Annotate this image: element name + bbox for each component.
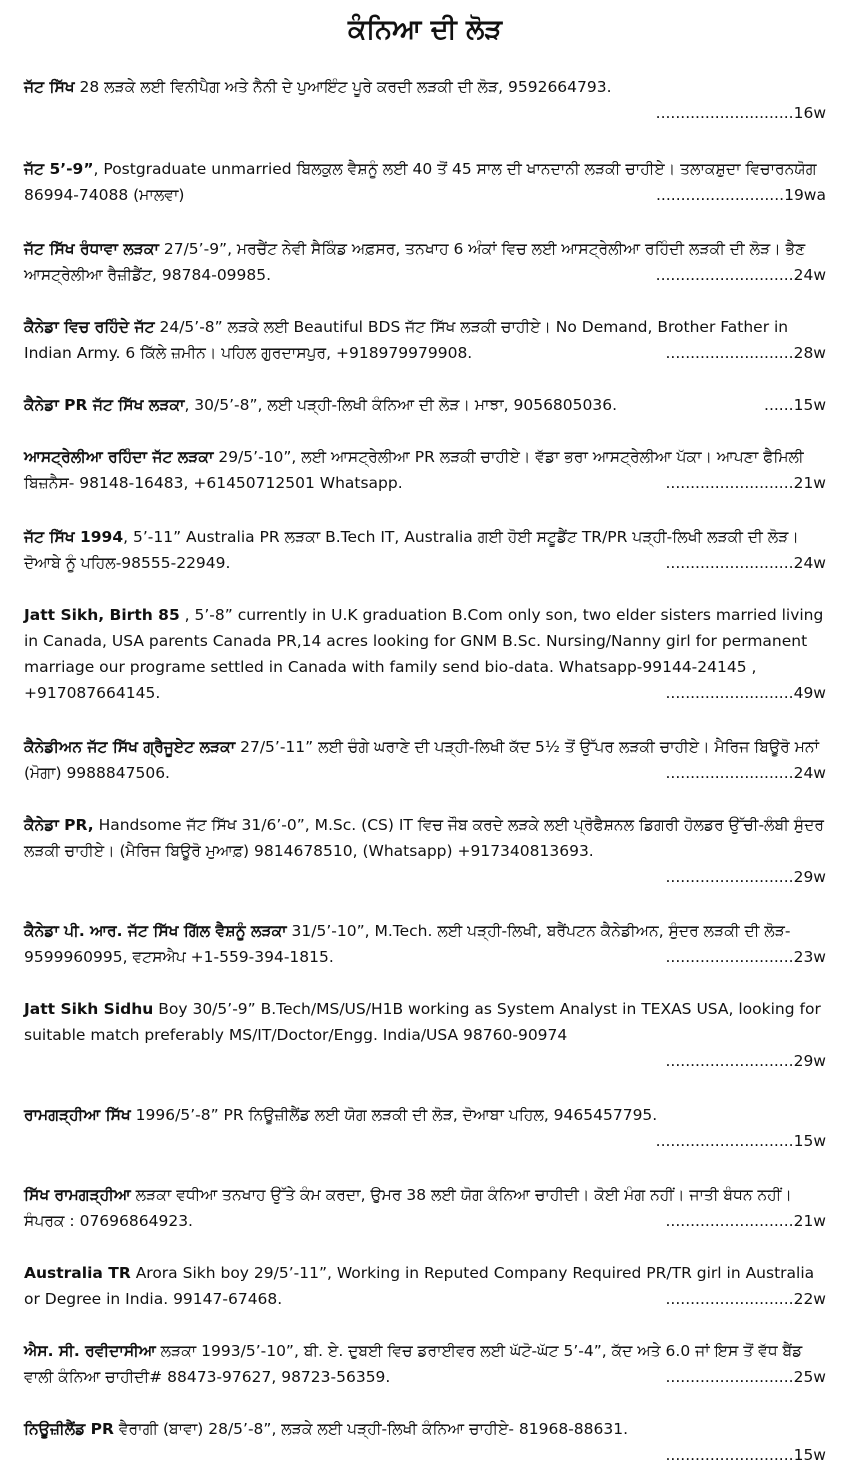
ad-body [24, 74, 826, 100]
classified-ad [24, 444, 826, 496]
ad-code: ..........................29w [665, 1052, 826, 1070]
ad-text: , Postgraduate unmarried ਬਿਲਕੁਲ ਵੈਸ਼ਨੂੰ ਲਈ 40 ਤੋਂ 45 ਸਾਲ ਦੀ ਖਾਨਦਾਨੀ ਲੜਕੀ ਚਾਹੀਏ। ਤਲਾਕਸ਼ੁਦਾ ਵਿਚਾਰਨਯੋਗ 86994-74088 (ਮਾਲਵਾ) [24, 160, 817, 204]
ad-text: Arora Sikh boy 29/5’-11”, Working in Reputed Company Required PR/TR girl in Australia or Degree in India. 99147-67468. [24, 1264, 815, 1308]
classified-ad [24, 74, 826, 122]
classified-ad [24, 1102, 826, 1150]
ad-code: ..........................22w [665, 1290, 826, 1308]
ad-text: ਲੜਕਾ 1993/5’-10”, ਬੀ. ਏ. ਦੁਬਈ ਵਿਚ ਡਰਾਈਵਰ ਲਈ ਘੱਟੋ-ਘੱਟ 5’-4”, ਕੱਦ ਅਤੇ 6.0 ਜਾਂ ਇਸ ਤੋਂ ਵੱਧ ਬੈਂਡ ਵਾਲੀ ਕੰਨਿਆ ਚਾਹੀਦੀ# 88473-97627, 98723-56359. [24, 1342, 803, 1386]
classified-ad [24, 236, 826, 288]
ad-lead: ਜੱਟ ਸਿੱਖ 1994 [24, 528, 124, 546]
ad-body [24, 812, 826, 864]
ad-text: , 5’-8” currently in U.K graduation B.Com only son, two elder sisters married living in Canada, USA parents Canada PR,14 acres looking for GNM B.Sc. Nursing/Nanny girl for permanent marriage our programe settled in Canada with family send bio-data. Whatsapp-99144-24145 , +917087664145. [24, 606, 824, 702]
classified-ad [24, 1182, 826, 1234]
classified-ad [24, 1416, 826, 1464]
classified-ad [24, 156, 826, 208]
ad-body [24, 1102, 826, 1128]
ad-code: ..........................29w [665, 868, 826, 886]
ad-lead: ਨਿਊਜ਼ੀਲੈਂਡ PR [24, 1420, 114, 1438]
classified-ad [24, 812, 826, 886]
ad-lead: ਕੈਨੇਡਾ ਵਿਚ ਰਹਿੰਦੇ ਜੱਟ [24, 318, 155, 336]
ad-lead: ਜੱਟ ਸਿੱਖ ਰੰਧਾਵਾ ਲੜਕਾ [24, 240, 159, 258]
ad-lead: ਕੈਨੇਡਾ ਪੀ. ਆਰ. ਜੱਟ ਸਿੱਖ ਗਿੱਲ ਵੈਸ਼ਨੂੰ ਲੜਕਾ [24, 922, 287, 940]
ad-code: ..........................24w [665, 554, 826, 572]
ad-code: ......15w [764, 396, 826, 414]
ad-text: ਲੜਕਾ ਵਧੀਆ ਤਨਖਾਹ ਉੱਤੇ ਕੰਮ ਕਰਦਾ, ਉਮਰ 38 ਲਈ ਯੋਗ ਕੰਨਿਆ ਚਾਹੀਦੀ। ਕੋਈ ਮੰਗ ਨਹੀਂ। ਜਾਤੀ ਬੰਧਨ ਨਹੀਂ। ਸੰਪਰਕ : 07696864923. [24, 1186, 792, 1230]
ad-text: 24/5’-8” ਲੜਕੇ ਲਈ Beautiful BDS ਜੱਟ ਸਿੱਖ ਲੜਕੀ ਚਾਹੀਏ। No Demand, Brother Father in Indian Army. 6 ਕਿੱਲੇ ਜ਼ਮੀਨ। ਪਹਿਲ ਗੁਰਦਾਸਪੁਰ, +918979979908. [24, 318, 789, 362]
ad-lead: ਕੈਨੇਡੀਅਨ ਜੱਟ ਸਿੱਖ ਗ੍ਰੈਜੂਏਟ ਲੜਕਾ [24, 738, 236, 756]
ad-text: 29/5’-10”, ਲਈ ਆਸਟ੍ਰੇਲੀਆ PR ਲੜਕੀ ਚਾਹੀਏ। ਵੱਡਾ ਭਰਾ ਆਸਟ੍ਰੇਲੀਆ ਪੱਕਾ। ਆਪਣਾ ਫੈਮਿਲੀ ਬਿਜ਼ਨੈਸ- 98148-16483, +61450712501 Whatsapp. [24, 448, 804, 492]
ad-lead: ਜੱਟ ਸਿੱਖ [24, 78, 75, 96]
classified-ad [24, 918, 826, 970]
ad-lead: Jatt Sikh Sidhu [24, 1000, 154, 1018]
ad-text: 27/5’-11” ਲਈ ਚੰਗੇ ਘਰਾਣੇ ਦੀ ਪੜ੍ਹੀ-ਲਿਖੀ ਕੱਦ 5½ ਤੋਂ ਉੱਪਰ ਲੜਕੀ ਚਾਹੀਏ। ਮੈਰਿਜ ਬਿਊਰੋ ਮਨਾਂ (ਮੋਗਾ) 9988847506. [24, 738, 819, 782]
classified-ad [24, 314, 826, 366]
ad-body [24, 392, 826, 418]
ad-body [24, 1416, 826, 1442]
ad-code: ..........................23w [665, 948, 826, 966]
ad-code: ............................16w [655, 104, 826, 122]
ad-code: ..........................49w [665, 684, 826, 702]
ad-text: ਵੈਰਾਗੀ (ਬਾਵਾ) 28/5’-8”, ਲੜਕੇ ਲਈ ਪੜ੍ਹੀ-ਲਿਖੀ ਕੰਨਿਆ ਚਾਹੀਏ- 81968-88631. [113, 1420, 629, 1438]
ad-text: , 30/5’-8”, ਲਈ ਪੜ੍ਹੀ-ਲਿਖੀ ਕੰਨਿਆ ਦੀ ਲੋੜ। ਮਾਝਾ, 9056805036. [184, 396, 618, 414]
ad-lead: Jatt Sikh, Birth 85 [24, 606, 180, 624]
ad-code: ..........................15w [665, 1446, 826, 1464]
ad-code: ............................15w [655, 1132, 826, 1150]
ad-code: ..........................21w [665, 1212, 826, 1230]
ad-text: , 5’-11” Australia PR ਲੜਕਾ B.Tech IT, Australia ਗਈ ਹੋਈ ਸਟੂਡੈਂਟ TR/PR ਪੜ੍ਹੀ-ਲਿਖੀ ਲੜਕੀ ਦੀ ਲੋੜ। ਦੋਆਬੇ ਨੂੰ ਪਹਿਲ-98555-22949. [24, 528, 799, 572]
ad-code: ..........................25w [665, 1368, 826, 1386]
classified-ad [24, 1338, 826, 1390]
ad-code: ..........................21w [665, 474, 826, 492]
ad-text: 1996/5’-8” PR ਨਿਊਜ਼ੀਲੈਂਡ ਲਈ ਯੋਗ ਲੜਕੀ ਦੀ ਲੋੜ, ਦੋਆਬਾ ਪਹਿਲ, 9465457795. [130, 1106, 658, 1124]
ad-lead: ਸਿੱਖ ਰਾਮਗੜ੍ਹੀਆ [24, 1186, 131, 1204]
ad-lead: Australia TR [24, 1264, 131, 1282]
ad-code: ..........................19wa [655, 186, 826, 204]
classified-ad [24, 602, 826, 706]
ad-code: ............................24w [655, 266, 826, 284]
ad-lead: ਜੱਟ 5’-9” [24, 160, 94, 178]
ad-lead: ਕੈਨੇਡਾ PR ਜੱਟ ਸਿੱਖ ਲੜਕਾ [24, 396, 185, 414]
ad-text: 31/5’-10”, M.Tech. ਲਈ ਪੜ੍ਹੀ-ਲਿਖੀ, ਬਰੈਂਪਟਨ ਕੈਨੇਡੀਅਨ, ਸੁੰਦਰ ਲੜਕੀ ਦੀ ਲੋੜ- 9599960995, ਵਟਸਐਪ +1-559-394-1815. [24, 922, 791, 966]
ad-code: ..........................24w [665, 764, 826, 782]
classified-ad [24, 996, 826, 1070]
classified-ad [24, 1260, 826, 1312]
ad-lead: ਰਾਮਗੜ੍ਹੀਆ ਸਿੱਖ [24, 1106, 131, 1124]
ad-text: Boy 30/5’-9” B.Tech/MS/US/H1B working as System Analyst in TEXAS USA, looking for suitable match preferably MS/IT/Doctor/Engg. India/USA 98760-90974 [24, 1000, 821, 1044]
ad-lead: ਐਸ. ਸੀ. ਰਵੀਦਾਸੀਆ [24, 1342, 156, 1360]
ad-text: 28 ਲੜਕੇ ਲਈ ਵਿਨੀਪੈਗ ਅਤੇ ਨੈਨੀ ਦੇ ਪੁਆਇੰਟ ਪੂਰੇ ਕਰਦੀ ਲੜਕੀ ਦੀ ਲੋੜ, 9592664793. [74, 78, 612, 96]
ad-lead: ਆਸਟ੍ਰੇਲੀਆ ਰਹਿੰਦਾ ਜੱਟ ਲੜਕਾ [24, 448, 214, 466]
classified-ad [24, 392, 826, 418]
page-title: ਕੰਨਿਆ ਦੀ ਲੋੜ [347, 14, 503, 45]
ad-code: ..........................28w [665, 344, 826, 362]
ad-text: 27/5’-9”, ਮਰਚੈਂਟ ਨੇਵੀ ਸੈਕਿੰਡ ਅਫ਼ਸਰ, ਤਨਖਾਹ 6 ਅੰਕਾਂ ਵਿਚ ਲਈ ਆਸਟ੍ਰੇਲੀਆ ਰਹਿੰਦੀ ਲੜਕੀ ਦੀ ਲੋੜ। ਭੈਣ ਆਸਟ੍ਰੇਲੀਆ ਰੈਜ਼ੀਡੈਂਟ, 98784-09985. [24, 240, 806, 284]
classified-ad [24, 524, 826, 576]
ad-lead: ਕੈਨੇਡਾ PR, [24, 816, 94, 834]
classified-ad [24, 734, 826, 786]
ad-text: Handsome ਜੱਟ ਸਿੱਖ 31/6’-0”, M.Sc. (CS) IT ਵਿਚ ਜੌਬ ਕਰਦੇ ਲੜਕੇ ਲਈ ਪ੍ਰੋਫੈਸ਼ਨਲ ਡਿਗਰੀ ਹੋਲਡਰ ਉੱਚੀ-ਲੰਬੀ ਸੁੰਦਰ ਲੜਕੀ ਚਾਹੀਏ। (ਮੈਰਿਜ ਬਿਊਰੋ ਮੁਆਫ਼) 9814678510, (Whatsapp) +917340813693. [24, 816, 824, 860]
ad-body [24, 996, 826, 1048]
